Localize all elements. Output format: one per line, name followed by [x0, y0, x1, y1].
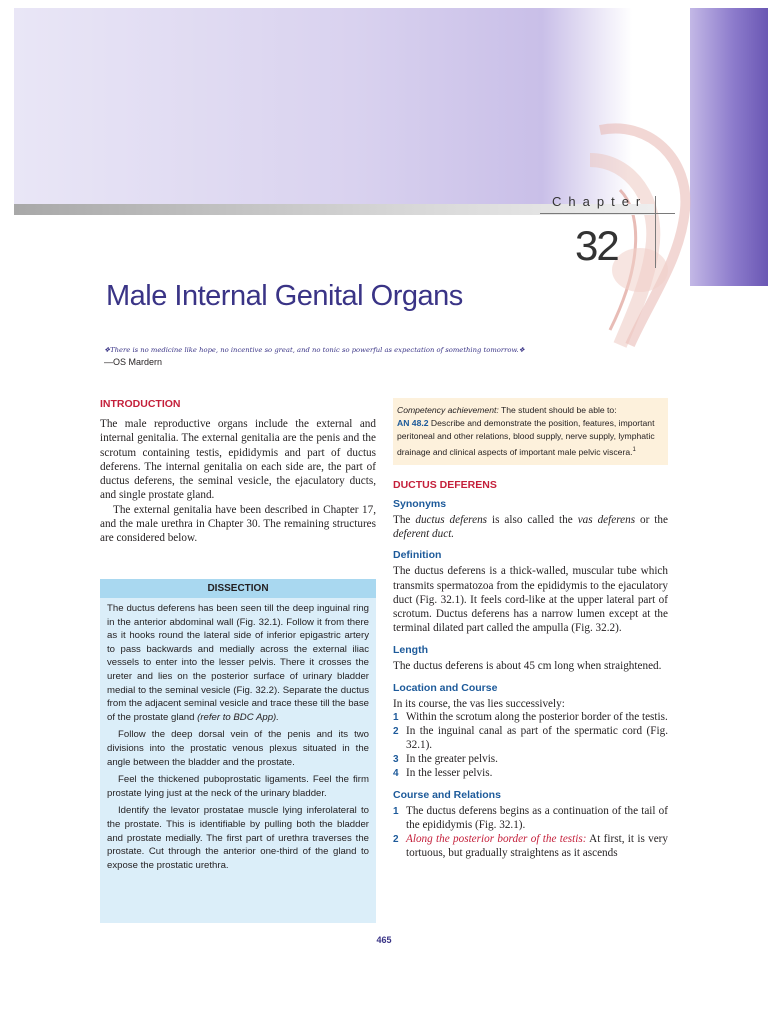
chapter-label: Chapter: [552, 194, 648, 209]
list-number: 4: [393, 767, 399, 779]
competency-text: [397, 417, 663, 458]
introduction-heading: INTRODUCTION: [100, 398, 181, 410]
list-item: [393, 711, 668, 725]
list-item: [393, 767, 668, 781]
list-text: The ductus deferens begins as a continuation of the tail of the epididymis (Fig. 32.1).: [406, 805, 668, 832]
location-intro: In its course, the vas lies successively:: [393, 698, 565, 711]
dissection-paragraph: [107, 602, 369, 724]
list-text: Within the scrotum along the posterior border of the testis.: [406, 711, 668, 724]
dissection-paragraph: Feel the thickened puboprostatic ligaments. Feel the firm prostate lying just at the neck of the urinary bladder.: [107, 774, 369, 799]
competency-intro-text: The student should be able to:: [498, 405, 617, 415]
list-number: 1: [393, 806, 399, 818]
synonym-term: deferent duct.: [393, 527, 455, 540]
course-list: [393, 805, 668, 860]
list-text: In the lesser pelvis.: [406, 766, 493, 779]
synonyms-text: is also called the: [487, 513, 578, 526]
synonym-term: ductus deferens: [415, 513, 488, 526]
course-emphasis: Along the posterior border of the testis:: [406, 832, 587, 845]
epigraph-quote: ❖There is no medicine like hope, no incentive so great, and no tonic so powerful as expectation of something tomorrow.❖: [104, 346, 525, 354]
list-item: [393, 753, 668, 767]
course-text: At first, it is very tortuous, but gradually straightens as it ascends: [406, 832, 669, 859]
course-heading: Course and Relations: [393, 789, 501, 802]
chapter-divider: [655, 196, 656, 268]
location-list: [393, 711, 668, 780]
list-text: In the greater pelvis.: [406, 752, 498, 765]
synonyms-text: The: [393, 513, 416, 526]
dissection-paragraph: Follow the deep dorsal vein of the penis and its two divisions into the prostatic venous plexus situated in the angle between the bladder and the prostate.: [107, 729, 369, 768]
chapter-number: 32: [575, 222, 618, 269]
synonyms-text: or the: [635, 513, 668, 526]
list-number: 3: [393, 753, 399, 765]
location-heading: Location and Course: [393, 682, 498, 695]
list-text: [406, 833, 668, 861]
epigraph-author: —OS Mardern: [104, 357, 163, 367]
list-item: [393, 725, 668, 753]
synonyms-paragraph: [393, 513, 668, 542]
list-item: [393, 833, 668, 861]
left-column: [100, 398, 376, 546]
definition-paragraph: The ductus deferens is a thick-walled, muscular tube which transmits spermatozoa from the epididymis to the ejaculatory duct (Fig. 32.1). It feels cord-like at the upper lateral part of scrotum. Ductus deferens has a narrow lumen except at the terminal dilated part called the ampulla (Fig. 32.2).: [393, 565, 668, 635]
list-item: [393, 805, 668, 833]
synonym-term: vas deferens: [577, 513, 636, 526]
dissection-paragraph: Identify the levator prostatae muscle lying inferolateral to the prostate. This is identifiable by pulling both the bladder and prostate medially. The first part of urethra traverses the prostate. Cut through the anterior one-third of the gland to expose the prostatic urethra.: [107, 805, 369, 871]
page-title: Male Internal Genital Organs: [106, 280, 463, 312]
list-number: 2: [393, 726, 399, 738]
definition-heading: Definition: [393, 549, 442, 562]
competency-description: Describe and demonstrate the position, features, important peritoneal and other relations, blood supply, nerve supply, lymphatic drainage and clinical aspects of important male pelvic viscera.: [397, 418, 655, 457]
list-text: In the inguinal canal as part of the spermatic cord (Fig. 32.1).: [406, 725, 668, 751]
competency-intro: [397, 404, 663, 417]
dissection-box: [100, 579, 376, 923]
chapter-side-bar: [690, 8, 768, 286]
dissection-text: The ductus deferens has been seen till the deep inguinal ring in the anterior abdominal wall (Fig. 32.1). Follow it from there as it hooks round the lateral side of inferior epigastric artery to pass backwards and medially across the external iliac vessels to enter into the lesser pelvis. There it crosses the ureter and lies on the posterior surface of urinary bladder medial to the seminal vesicle (Fig. 32.2). Separate the ductus from the adjacent seminal vesicle and trace these till the base of the prostate gland: [107, 603, 369, 723]
right-column: [393, 398, 668, 861]
competency-code: AN 48.2: [397, 418, 429, 429]
length-paragraph: The ductus deferens is about 45 cm long when straightened.: [393, 659, 662, 672]
list-number: 2: [393, 833, 399, 845]
ductus-heading: DUCTUS DEFERENS: [393, 478, 497, 491]
length-heading: Length: [393, 643, 428, 656]
page-number: 465: [376, 935, 392, 945]
competency-box: [393, 398, 668, 465]
dissection-reference: (refer to BDC App).: [197, 711, 279, 723]
synonyms-heading: Synonyms: [393, 497, 447, 510]
dissection-heading: DISSECTION: [100, 579, 376, 598]
introduction-paragraph: The external genitalia have been described in Chapter 17, and the male urethra in Chapter 30. The remaining structures are considered below.: [100, 503, 376, 545]
introduction-paragraph: The male reproductive organs include the external and internal genitalia. The external genitalia are the penis and the scrotum containing testis, epididymis and part of ductus deferens. The internal genitalia on each side are, the part of ductus deferens, the seminal vesicle, the ejaculatory ducts, and single prostate gland.: [100, 418, 376, 502]
competency-label: Competency achievement:: [397, 405, 499, 415]
footnote-marker: 1: [632, 446, 636, 453]
list-number: 1: [393, 712, 399, 724]
